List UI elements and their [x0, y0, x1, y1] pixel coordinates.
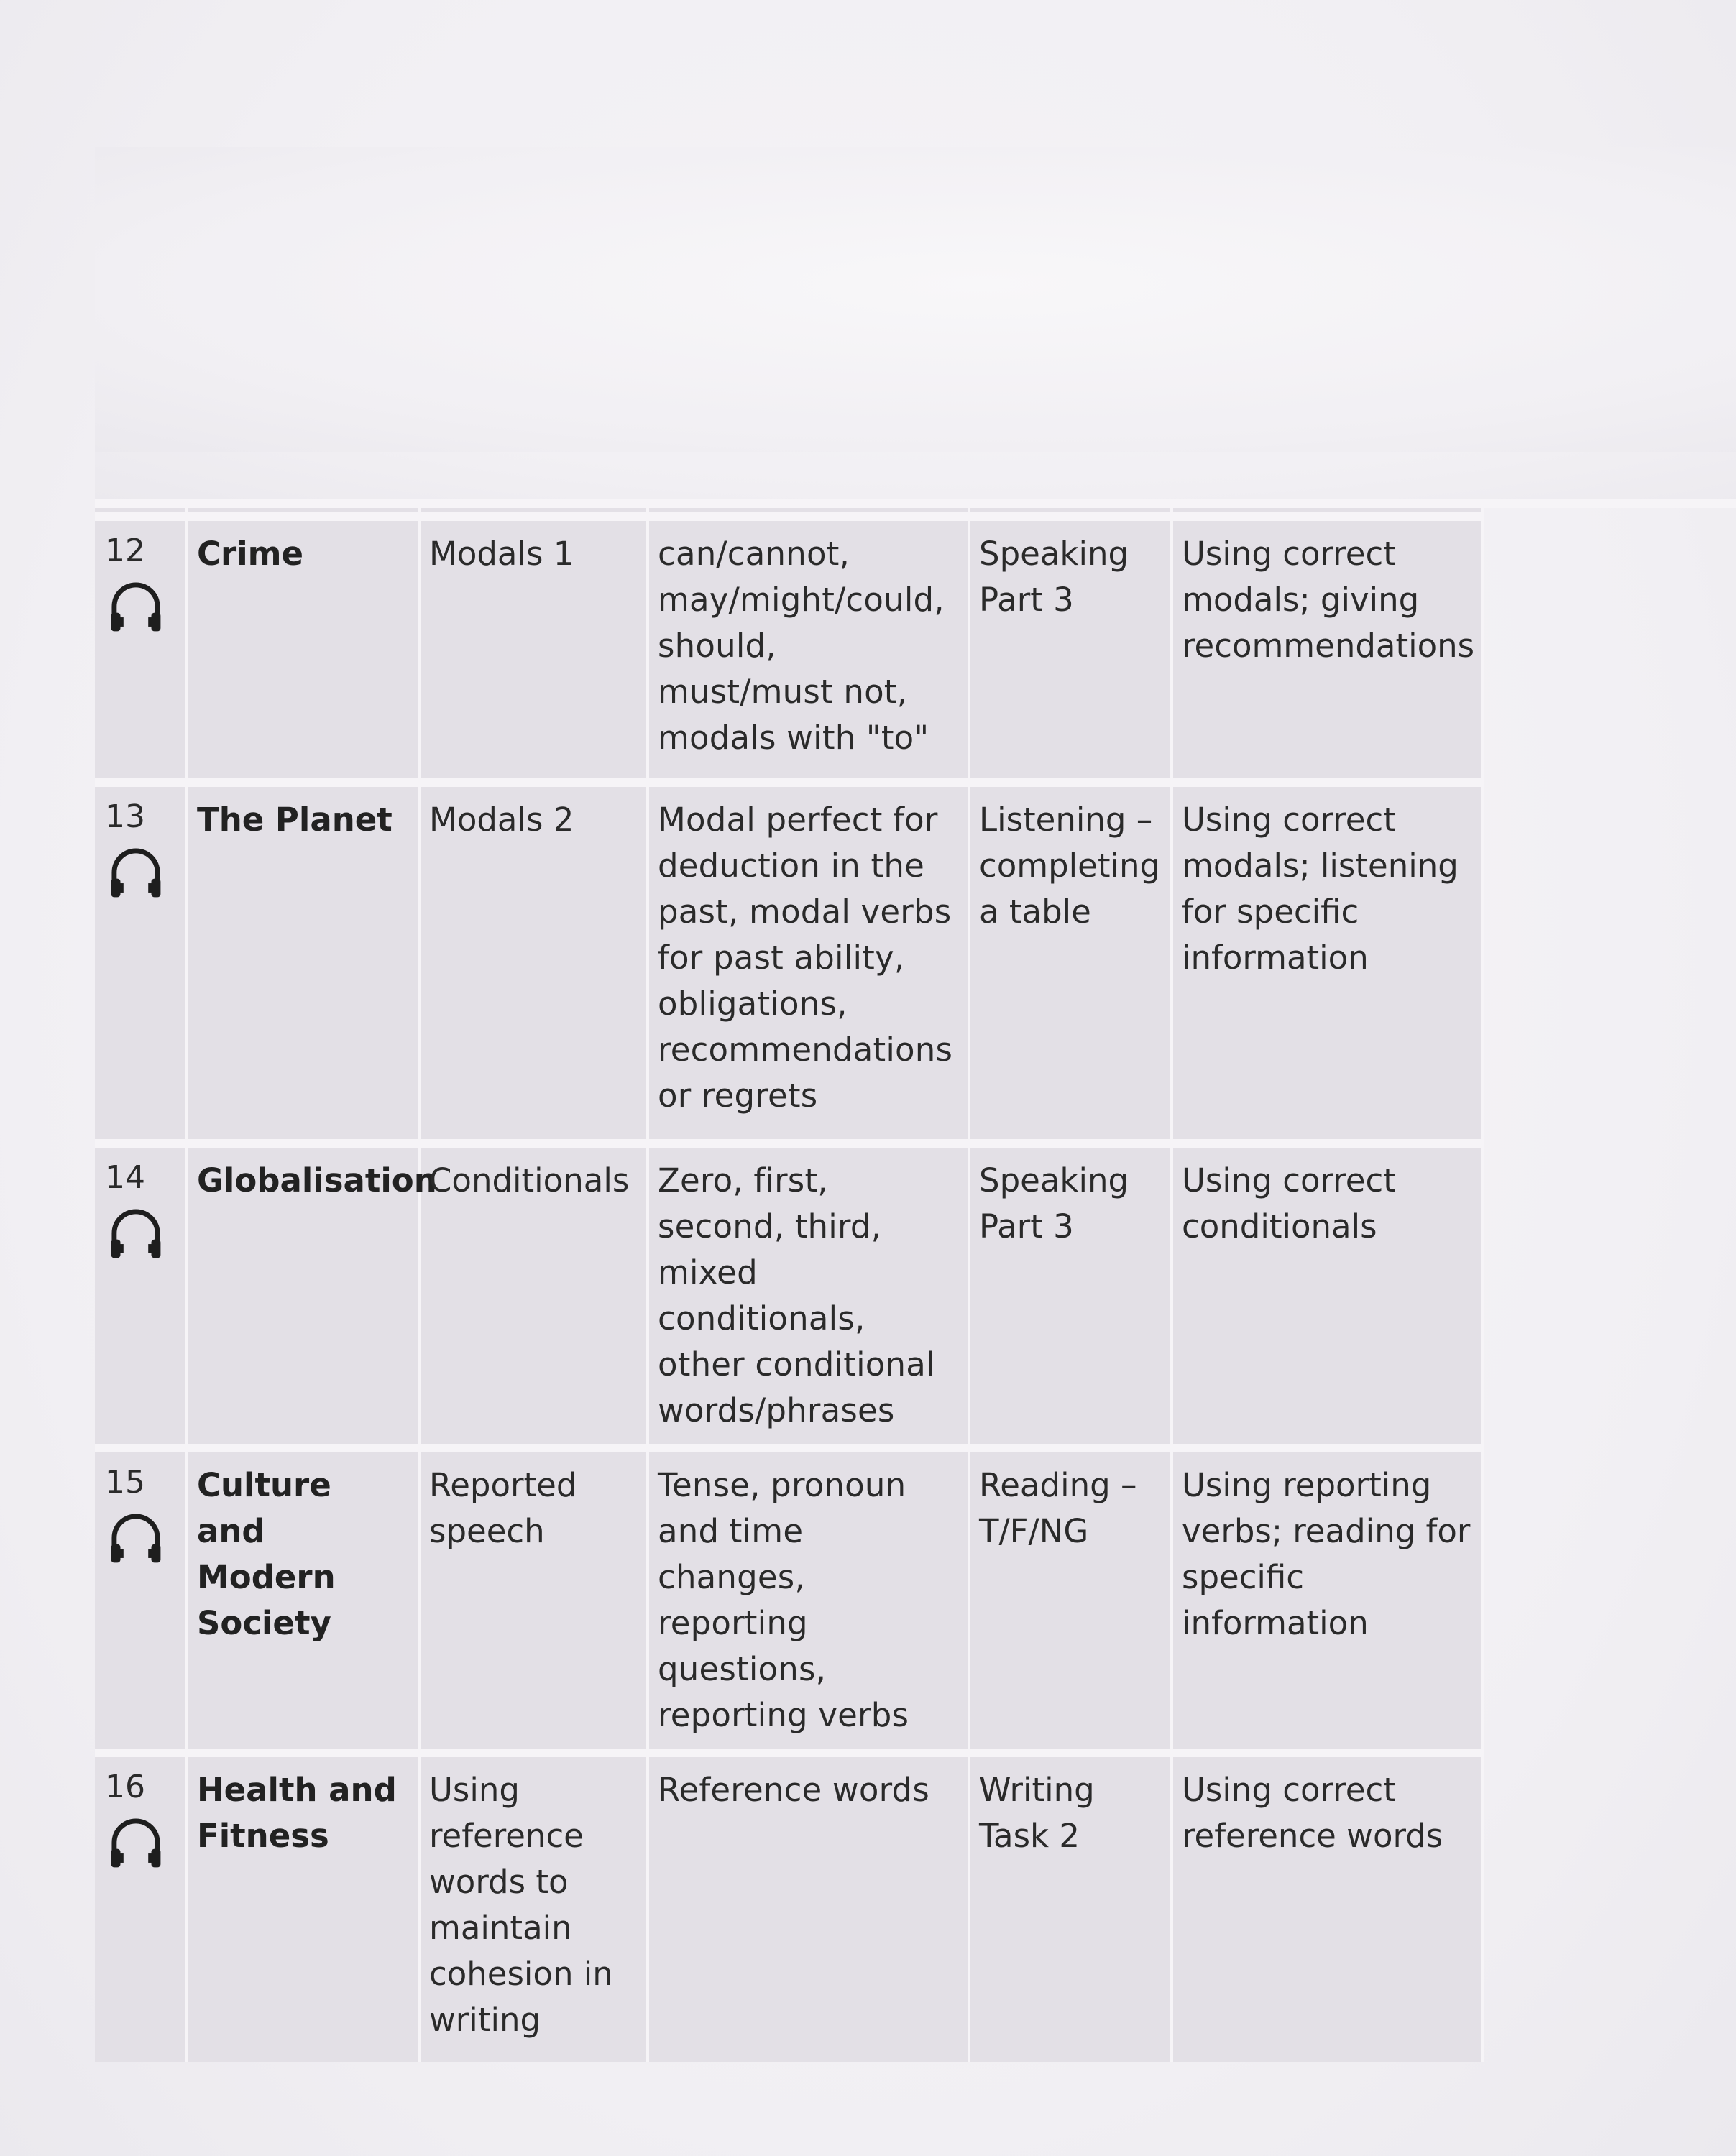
- sub-skill-cell: Using reporting verbs; reading for specific information: [1172, 1448, 1482, 1753]
- sub-skill-cell: Using correct modals; listening for specific information: [1172, 783, 1482, 1143]
- exam-practice-cell: Speaking Part 3: [969, 1143, 1172, 1448]
- unit-cell: [95, 783, 187, 1143]
- table-row: [95, 1448, 1629, 1753]
- table-row: [95, 783, 1629, 1143]
- sub-skill-cell: Using correct reference words: [1172, 1753, 1482, 2062]
- exam-practice-cell: Writing Task 2: [969, 1753, 1172, 2062]
- unit-cell: [95, 1143, 187, 1448]
- page-number-cell: [95, 147, 1736, 452]
- table-body: [95, 259, 1629, 2062]
- exam-practice-cell: Reading – T/F/NG: [969, 1448, 1172, 1753]
- table-row: [95, 1143, 1629, 1448]
- table-row: [95, 1753, 1629, 2062]
- headphones-icon: [105, 1507, 167, 1569]
- headphones-icon: [105, 842, 167, 903]
- exam-practice-cell: Listening – completing a table: [969, 783, 1172, 1143]
- unit-number: 15: [105, 1464, 145, 1501]
- headphones-icon: [105, 1812, 167, 1874]
- grammar-point-cell: Modal perfect for deduction in the past, modal verbs for past ability, obligations, recommendations or regrets: [648, 783, 969, 1143]
- grammar-focus-cell: Modals 2: [419, 783, 648, 1143]
- contents-table: [95, 147, 1629, 2062]
- unit-cell: [95, 1448, 187, 1753]
- grammar-focus-cell: Reported speech: [419, 1448, 648, 1753]
- unit-number: 13: [105, 798, 145, 835]
- sub-skill-cell: Using correct conditionals: [1172, 1143, 1482, 1448]
- topic-cell: Culture and Modern Society: [187, 1448, 419, 1753]
- topic-cell: Crime: [187, 517, 419, 783]
- headphones-icon: [105, 576, 167, 637]
- unit-number: 14: [105, 1159, 145, 1196]
- grammar-point-cell: Reference words: [648, 1753, 969, 2062]
- headphones-icon: [105, 1202, 167, 1264]
- topic-cell: Health and Fitness: [187, 1753, 419, 2062]
- grammar-focus-cell: Using reference words to maintain cohesion in writing: [419, 1753, 648, 2062]
- topic-cell: The Planet: [187, 783, 419, 1143]
- unit-cell: [95, 517, 187, 783]
- grammar-point-cell: Tense, pronoun and time changes, reporting questions, reporting verbs: [648, 1448, 969, 1753]
- unit-number: 16: [105, 1769, 145, 1805]
- table-row: [95, 517, 1629, 783]
- exam-practice-cell: Speaking Part 3: [969, 517, 1172, 783]
- grammar-focus-cell: Conditionals: [419, 1143, 648, 1448]
- unit-cell: [95, 1753, 187, 2062]
- unit-number: 12: [105, 533, 145, 569]
- sub-skill-cell: Using correct modals; giving recommendations: [1172, 517, 1482, 783]
- grammar-focus-cell: Modals 1: [419, 517, 648, 783]
- topic-cell: Globalisation: [187, 1143, 419, 1448]
- grammar-point-cell: can/cannot, may/might/could, should, must/must not, modals with "to": [648, 517, 969, 783]
- grammar-point-cell: Zero, first, second, third, mixed conditionals, other conditional words/phrases: [648, 1143, 969, 1448]
